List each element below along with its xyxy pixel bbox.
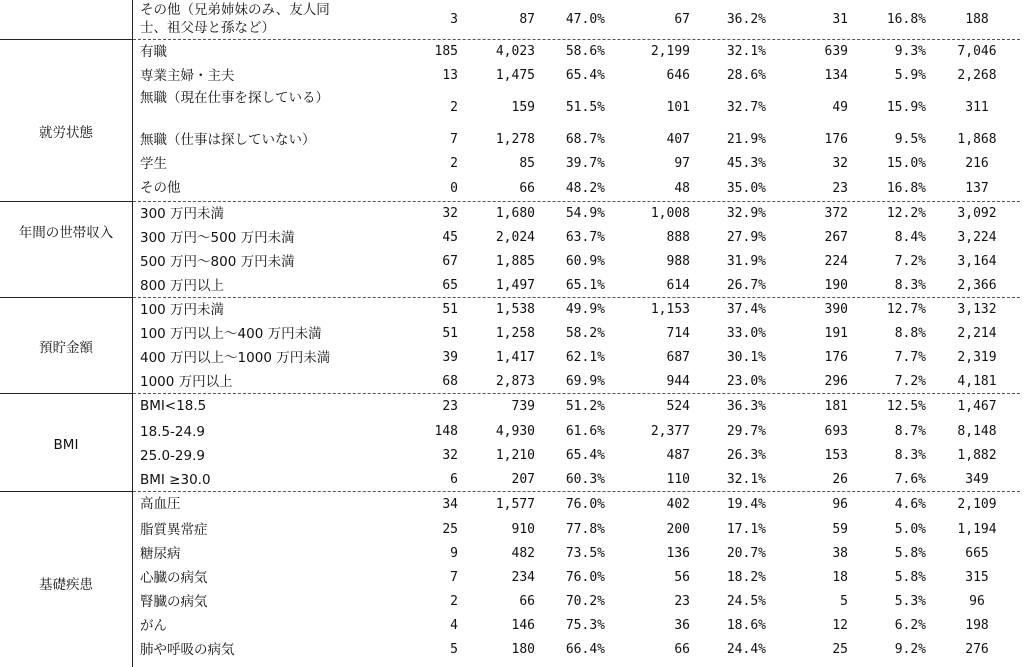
value-cell: 77.8% (565, 522, 605, 537)
value-cell: 188 (965, 12, 989, 27)
value-cell: 65.4% (565, 68, 605, 83)
value-cell: 296 (824, 374, 848, 389)
group-separator (0, 39, 132, 40)
row-label: 無職（仕事は探していない） (140, 132, 316, 148)
table-row (0, 346, 1024, 370)
table-row (0, 370, 1024, 394)
value-cell: 5.9% (894, 68, 926, 83)
value-cell: 0 (450, 181, 458, 196)
value-cell: 31 (832, 12, 848, 27)
value-cell: 2,366 (957, 278, 997, 293)
value-cell: 29.7% (726, 424, 766, 439)
value-cell: 190 (824, 278, 848, 293)
value-cell: 9 (450, 546, 458, 561)
value-cell: 1,680 (495, 206, 535, 221)
value-cell: 63.7% (565, 230, 605, 245)
value-cell: 20.7% (726, 546, 766, 561)
row-label: 高血圧 (140, 496, 181, 512)
value-cell: 148 (434, 424, 458, 439)
value-cell: 19.4% (726, 497, 766, 512)
group-label: BMI (53, 437, 79, 453)
value-cell: 15.0% (886, 156, 926, 171)
value-cell: 30.1% (726, 350, 766, 365)
value-cell: 26 (832, 472, 848, 487)
value-cell: 153 (824, 448, 848, 463)
value-cell: 39 (442, 350, 458, 365)
row-label: 学生 (140, 156, 167, 172)
value-cell: 8,148 (957, 424, 997, 439)
row-separator (133, 297, 1020, 298)
value-cell: 1,153 (650, 302, 690, 317)
row-label: 1000 万円以上 (140, 374, 233, 390)
value-cell: 1,278 (495, 132, 535, 147)
value-cell: 198 (965, 618, 989, 633)
row-label: 300 万円～500 万円未満 (140, 230, 295, 246)
value-cell: 7 (450, 132, 458, 147)
value-cell: 66 (519, 594, 535, 609)
value-cell: 65.4% (565, 448, 605, 463)
value-cell: 8.4% (894, 230, 926, 245)
group-separator (0, 297, 132, 298)
value-cell: 12.2% (886, 206, 926, 221)
value-cell: 693 (824, 424, 848, 439)
table-row (0, 322, 1024, 346)
value-cell: 5.8% (894, 546, 926, 561)
table-row (0, 176, 1024, 202)
value-cell: 1,194 (957, 522, 997, 537)
row-label: 無職（現在仕事を探している） (140, 90, 329, 106)
value-cell: 23 (832, 181, 848, 196)
value-cell: 73.5% (565, 546, 605, 561)
row-label: 100 万円未満 (140, 302, 225, 318)
table-row (0, 128, 1024, 152)
value-cell: 176 (824, 132, 848, 147)
value-cell: 24.4% (726, 642, 766, 657)
value-cell: 75.3% (565, 618, 605, 633)
value-cell: 5.8% (894, 570, 926, 585)
value-cell: 176 (824, 350, 848, 365)
value-cell: 134 (824, 68, 848, 83)
value-cell: 49.9% (565, 302, 605, 317)
value-cell: 32.9% (726, 206, 766, 221)
value-cell: 56 (674, 570, 690, 585)
value-cell: 69.9% (565, 374, 605, 389)
value-cell: 18.6% (726, 618, 766, 633)
value-cell: 16.8% (886, 12, 926, 27)
value-cell: 888 (666, 230, 690, 245)
value-cell: 216 (965, 156, 989, 171)
value-cell: 8.8% (894, 326, 926, 341)
table-row (0, 444, 1024, 468)
value-cell: 85 (519, 156, 535, 171)
value-cell: 3,164 (957, 254, 997, 269)
value-cell: 48 (674, 181, 690, 196)
value-cell: 76.0% (565, 570, 605, 585)
value-cell: 97 (674, 156, 690, 171)
value-cell: 62.1% (565, 350, 605, 365)
value-cell: 614 (666, 278, 690, 293)
value-cell: 9.3% (894, 44, 926, 59)
value-cell: 23 (674, 594, 690, 609)
value-cell: 26.3% (726, 448, 766, 463)
row-separator (133, 491, 1020, 492)
value-cell: 1,497 (495, 278, 535, 293)
value-cell: 61.6% (565, 424, 605, 439)
value-cell: 2,214 (957, 326, 997, 341)
row-label: がん (140, 618, 167, 634)
row-separator (133, 201, 1020, 202)
value-cell: 181 (824, 399, 848, 414)
group-separator (0, 201, 132, 202)
row-separator (133, 393, 1020, 394)
value-cell: 2 (450, 100, 458, 115)
value-cell: 66.4% (565, 642, 605, 657)
value-cell: 311 (965, 100, 989, 115)
value-cell: 3 (450, 12, 458, 27)
value-cell: 2,024 (495, 230, 535, 245)
value-cell: 32 (832, 156, 848, 171)
value-cell: 739 (511, 399, 535, 414)
value-cell: 7.6% (894, 472, 926, 487)
value-cell: 32.7% (726, 100, 766, 115)
table-row (0, 394, 1024, 420)
value-cell: 988 (666, 254, 690, 269)
value-cell: 136 (666, 546, 690, 561)
value-cell: 58.2% (565, 326, 605, 341)
value-cell: 9.2% (894, 642, 926, 657)
table-row (0, 638, 1024, 662)
value-cell: 51 (442, 302, 458, 317)
row-label: 心臓の病気 (140, 570, 208, 586)
value-cell: 224 (824, 254, 848, 269)
value-cell: 2,268 (957, 68, 997, 83)
value-cell: 59 (832, 522, 848, 537)
value-cell: 146 (511, 618, 535, 633)
value-cell: 2,319 (957, 350, 997, 365)
table-row (0, 40, 1024, 64)
row-label: 100 万円以上～400 万円未満 (140, 326, 322, 342)
row-label: 有職 (140, 44, 167, 60)
value-cell: 47.0% (565, 12, 605, 27)
row-label: 25.0-29.9 (140, 448, 205, 464)
value-cell: 639 (824, 44, 848, 59)
table-row (0, 226, 1024, 250)
value-cell: 200 (666, 522, 690, 537)
row-label: 腎臓の病気 (140, 594, 208, 610)
value-cell: 372 (824, 206, 848, 221)
table-row (0, 518, 1024, 542)
value-cell: 3,132 (957, 302, 997, 317)
value-cell: 18.2% (726, 570, 766, 585)
value-cell: 5.3% (894, 594, 926, 609)
value-cell: 7.7% (894, 350, 926, 365)
row-label: 18.5-24.9 (140, 424, 205, 440)
value-cell: 402 (666, 497, 690, 512)
value-cell: 944 (666, 374, 690, 389)
value-cell: 1,417 (495, 350, 535, 365)
row-separator (133, 39, 1020, 40)
value-cell: 714 (666, 326, 690, 341)
value-cell: 8.3% (894, 278, 926, 293)
value-cell: 191 (824, 326, 848, 341)
value-cell: 390 (824, 302, 848, 317)
value-cell: 6.2% (894, 618, 926, 633)
value-cell: 45.3% (726, 156, 766, 171)
value-cell: 1,885 (495, 254, 535, 269)
value-cell: 60.9% (565, 254, 605, 269)
row-label: 専業主婦・主夫 (140, 68, 235, 84)
value-cell: 70.2% (565, 594, 605, 609)
value-cell: 5 (450, 642, 458, 657)
value-cell: 110 (666, 472, 690, 487)
table-row (0, 614, 1024, 638)
value-cell: 4,023 (495, 44, 535, 59)
table-row (0, 250, 1024, 274)
value-cell: 315 (965, 570, 989, 585)
value-cell: 39.7% (565, 156, 605, 171)
value-cell: 13 (442, 68, 458, 83)
value-cell: 23 (442, 399, 458, 414)
value-cell: 68.7% (565, 132, 605, 147)
value-cell: 7 (450, 570, 458, 585)
value-cell: 33.0% (726, 326, 766, 341)
value-cell: 38 (832, 546, 848, 561)
table-row (0, 420, 1024, 444)
value-cell: 45 (442, 230, 458, 245)
value-cell: 407 (666, 132, 690, 147)
value-cell: 180 (511, 642, 535, 657)
value-cell: 1,577 (495, 497, 535, 512)
value-cell: 65 (442, 278, 458, 293)
row-label: その他（兄弟姉妹のみ、友人同士、祖父母と孫など） (140, 2, 330, 36)
value-cell: 9.5% (894, 132, 926, 147)
value-cell: 12 (832, 618, 848, 633)
row-label: 肺や呼吸の病気 (140, 642, 235, 658)
value-cell: 32.1% (726, 44, 766, 59)
table-row (0, 298, 1024, 322)
value-cell: 1,467 (957, 399, 997, 414)
value-cell: 4,181 (957, 374, 997, 389)
table-row (0, 64, 1024, 88)
table-row (0, 202, 1024, 226)
value-cell: 1,258 (495, 326, 535, 341)
value-cell: 7.2% (894, 254, 926, 269)
value-cell: 68 (442, 374, 458, 389)
value-cell: 3,224 (957, 230, 997, 245)
group-label: 預貯金額 (39, 340, 93, 356)
value-cell: 910 (511, 522, 535, 537)
value-cell: 18 (832, 570, 848, 585)
table-row (0, 566, 1024, 590)
value-cell: 5.0% (894, 522, 926, 537)
table-row (0, 468, 1024, 492)
table-row (0, 492, 1024, 518)
value-cell: 36 (674, 618, 690, 633)
group-separator (0, 491, 132, 492)
value-cell: 185 (434, 44, 458, 59)
value-cell: 646 (666, 68, 690, 83)
value-cell: 2 (450, 156, 458, 171)
row-label: 300 万円未満 (140, 206, 225, 222)
value-cell: 24.5% (726, 594, 766, 609)
value-cell: 96 (832, 497, 848, 512)
value-cell: 3,092 (957, 206, 997, 221)
value-cell: 51.5% (565, 100, 605, 115)
table-row (0, 590, 1024, 614)
value-cell: 36.3% (726, 399, 766, 414)
row-label: BMI<18.5 (140, 398, 207, 414)
value-cell: 34 (442, 497, 458, 512)
row-label: 脂質異常症 (140, 522, 208, 538)
group-label: 基礎疾患 (39, 577, 93, 593)
group-separator (0, 393, 132, 394)
value-cell: 2 (450, 594, 458, 609)
value-cell: 28.6% (726, 68, 766, 83)
table-row (0, 152, 1024, 176)
value-cell: 32 (442, 206, 458, 221)
value-cell: 51.2% (565, 399, 605, 414)
value-cell: 58.6% (565, 44, 605, 59)
value-cell: 7.2% (894, 374, 926, 389)
value-cell: 2,873 (495, 374, 535, 389)
value-cell: 54.9% (565, 206, 605, 221)
value-cell: 159 (511, 100, 535, 115)
value-cell: 96 (969, 594, 985, 609)
value-cell: 267 (824, 230, 848, 245)
value-cell: 66 (674, 642, 690, 657)
value-cell: 67 (442, 254, 458, 269)
value-cell: 234 (511, 570, 535, 585)
value-cell: 25 (442, 522, 458, 537)
value-cell: 27.9% (726, 230, 766, 245)
value-cell: 2,109 (957, 497, 997, 512)
value-cell: 37.4% (726, 302, 766, 317)
value-cell: 7,046 (957, 44, 997, 59)
value-cell: 487 (666, 448, 690, 463)
value-cell: 5 (840, 594, 848, 609)
value-cell: 76.0% (565, 497, 605, 512)
value-cell: 23.0% (726, 374, 766, 389)
table-row (0, 0, 1024, 40)
value-cell: 8.7% (894, 424, 926, 439)
value-cell: 12.7% (886, 302, 926, 317)
value-cell: 21.9% (726, 132, 766, 147)
value-cell: 2,199 (650, 44, 690, 59)
table-row (0, 88, 1024, 128)
value-cell: 349 (965, 472, 989, 487)
row-label: 400 万円以上～1000 万円未満 (140, 350, 331, 366)
value-cell: 12.5% (886, 399, 926, 414)
row-label: 500 万円～800 万円未満 (140, 254, 295, 270)
value-cell: 137 (965, 181, 989, 196)
value-cell: 25 (832, 642, 848, 657)
value-cell: 16.8% (886, 181, 926, 196)
value-cell: 31.9% (726, 254, 766, 269)
value-cell: 207 (511, 472, 535, 487)
value-cell: 1,475 (495, 68, 535, 83)
value-cell: 67 (674, 12, 690, 27)
value-cell: 35.0% (726, 181, 766, 196)
row-label: 800 万円以上 (140, 278, 225, 294)
value-cell: 8.3% (894, 448, 926, 463)
value-cell: 26.7% (726, 278, 766, 293)
value-cell: 1,868 (957, 132, 997, 147)
row-label: BMI ≥30.0 (140, 472, 211, 488)
value-cell: 1,008 (650, 206, 690, 221)
value-cell: 4.6% (894, 497, 926, 512)
value-cell: 1,538 (495, 302, 535, 317)
value-cell: 17.1% (726, 522, 766, 537)
table-row (0, 274, 1024, 298)
value-cell: 87 (519, 12, 535, 27)
value-cell: 36.2% (726, 12, 766, 27)
value-cell: 101 (666, 100, 690, 115)
value-cell: 524 (666, 399, 690, 414)
value-cell: 1,210 (495, 448, 535, 463)
value-cell: 32 (442, 448, 458, 463)
row-label: 糖尿病 (140, 546, 181, 562)
group-label: 年間の世帯収入 (18, 225, 114, 241)
value-cell: 482 (511, 546, 535, 561)
group-label: 就労状態 (39, 125, 93, 141)
value-cell: 65.1% (565, 278, 605, 293)
value-cell: 4 (450, 618, 458, 633)
value-cell: 51 (442, 326, 458, 341)
value-cell: 49 (832, 100, 848, 115)
value-cell: 2,377 (650, 424, 690, 439)
value-cell: 6 (450, 472, 458, 487)
value-cell: 15.9% (886, 100, 926, 115)
value-cell: 276 (965, 642, 989, 657)
value-cell: 48.2% (565, 181, 605, 196)
value-cell: 66 (519, 181, 535, 196)
value-cell: 32.1% (726, 472, 766, 487)
value-cell: 60.3% (565, 472, 605, 487)
row-label: その他 (140, 180, 181, 196)
value-cell: 665 (965, 546, 989, 561)
value-cell: 4,930 (495, 424, 535, 439)
value-cell: 687 (666, 350, 690, 365)
value-cell: 1,882 (957, 448, 997, 463)
table-row (0, 542, 1024, 566)
